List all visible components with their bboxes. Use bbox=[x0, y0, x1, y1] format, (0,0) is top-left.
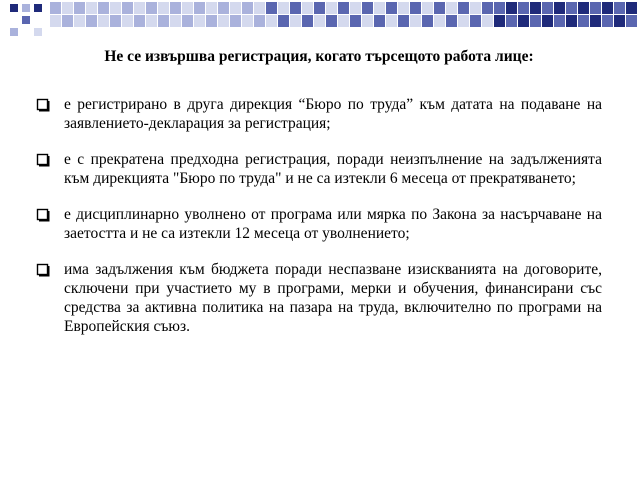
checker-square bbox=[230, 15, 241, 27]
checker-square bbox=[242, 2, 253, 14]
checker-square bbox=[494, 2, 505, 14]
checker-square bbox=[146, 2, 157, 14]
checker-square bbox=[578, 15, 589, 27]
checker-square bbox=[182, 2, 193, 14]
checker-square bbox=[50, 2, 61, 14]
checker-square bbox=[314, 15, 325, 27]
checker-square bbox=[518, 2, 529, 14]
checker-square bbox=[458, 2, 469, 14]
checker-square bbox=[158, 15, 169, 27]
checker-square bbox=[362, 15, 373, 27]
checker-square bbox=[434, 15, 445, 27]
checker-squares bbox=[10, 4, 42, 36]
checker-square bbox=[266, 2, 277, 14]
checker-square bbox=[218, 15, 229, 27]
checker-square bbox=[614, 15, 625, 27]
bullet-list bbox=[36, 95, 602, 353]
checker-square bbox=[542, 2, 553, 14]
checker-square bbox=[170, 15, 181, 27]
checker-square bbox=[338, 15, 349, 27]
checker-band bbox=[50, 2, 637, 27]
checker-square bbox=[602, 2, 613, 14]
checker-square bbox=[374, 2, 385, 14]
checker-square bbox=[194, 15, 205, 27]
checker-square bbox=[386, 2, 397, 14]
checker-square bbox=[518, 15, 529, 27]
checker-square bbox=[566, 2, 577, 14]
header-checker-decoration bbox=[0, 0, 638, 40]
checker-square bbox=[218, 2, 229, 14]
checker-square bbox=[254, 15, 265, 27]
checker-square bbox=[470, 2, 481, 14]
checker-square bbox=[86, 15, 97, 27]
checker-square bbox=[446, 15, 457, 27]
checker-square bbox=[326, 15, 337, 27]
checker-square bbox=[446, 2, 457, 14]
checker-square bbox=[182, 15, 193, 27]
checker-square bbox=[62, 15, 73, 27]
checker-square bbox=[566, 15, 577, 27]
checker-square bbox=[50, 15, 61, 27]
bullet-text: е дисциплинарно уволнено от програма или мярка по Закона за насърчаване на заетостта и не са изтекли 12 месеца от уволнението; bbox=[64, 206, 602, 242]
checker-square bbox=[626, 2, 637, 14]
checker-square bbox=[422, 2, 433, 14]
checker-square bbox=[458, 15, 469, 27]
checker-square bbox=[350, 15, 361, 27]
checker-square bbox=[170, 2, 181, 14]
checker-square bbox=[98, 15, 109, 27]
checker-square bbox=[470, 15, 481, 27]
checker-square bbox=[122, 15, 133, 27]
square-outline-bullet-icon bbox=[36, 98, 50, 112]
checker-square bbox=[422, 15, 433, 27]
checker-square bbox=[110, 15, 121, 27]
checker-square bbox=[302, 15, 313, 27]
checker-square bbox=[290, 15, 301, 27]
checker-square bbox=[578, 2, 589, 14]
checker-square bbox=[134, 15, 145, 27]
checker-square bbox=[254, 2, 265, 14]
bullet-text: има задължения към бюджета поради неспазване изискванията на договорите, сключени при участието му в програми, мерки и обучения, финансирани със средства за активна политика на пазара на труда, включително по програми на Европейския съюз. bbox=[64, 261, 602, 335]
checker-square bbox=[206, 2, 217, 14]
checker-square bbox=[206, 15, 217, 27]
checker-square bbox=[194, 2, 205, 14]
checker-square bbox=[362, 2, 373, 14]
checker-square bbox=[158, 2, 169, 14]
square-outline-bullet-icon bbox=[36, 208, 50, 222]
checker-square bbox=[434, 2, 445, 14]
checker-square bbox=[506, 15, 517, 27]
checker-square bbox=[530, 2, 541, 14]
checker-square bbox=[314, 2, 325, 14]
checker-square bbox=[386, 15, 397, 27]
checker-square bbox=[302, 2, 313, 14]
checker-square bbox=[98, 2, 109, 14]
checker-square bbox=[410, 2, 421, 14]
checker-square bbox=[242, 15, 253, 27]
checker-square bbox=[146, 15, 157, 27]
checker-square bbox=[542, 15, 553, 27]
checker-square bbox=[230, 2, 241, 14]
checker-square bbox=[506, 2, 517, 14]
checker-square bbox=[74, 2, 85, 14]
bullet-item bbox=[36, 205, 602, 243]
checker-square bbox=[590, 15, 601, 27]
checker-square bbox=[482, 2, 493, 14]
checker-square bbox=[554, 15, 565, 27]
checker-square bbox=[122, 2, 133, 14]
checker-square bbox=[530, 15, 541, 27]
checker-square bbox=[494, 15, 505, 27]
checker-square bbox=[278, 15, 289, 27]
checker-square bbox=[74, 15, 85, 27]
checker-square bbox=[410, 15, 421, 27]
checker-square bbox=[374, 15, 385, 27]
bullet-item bbox=[36, 260, 602, 336]
bullet-text: е регистрирано в друга дирекция “Бюро по труда” към датата на подаване на заявлението-декларация за регистрация; bbox=[64, 96, 602, 132]
checker-square bbox=[134, 2, 145, 14]
checker-square bbox=[278, 2, 289, 14]
checker-square bbox=[62, 2, 73, 14]
square-outline-bullet-icon bbox=[36, 263, 50, 277]
square-outline-bullet-icon bbox=[36, 153, 50, 167]
checker-square bbox=[482, 15, 493, 27]
bullet-item bbox=[36, 95, 602, 133]
bullet-item bbox=[36, 150, 602, 188]
checker-square bbox=[398, 15, 409, 27]
checker-square bbox=[326, 2, 337, 14]
checker-square bbox=[626, 15, 637, 27]
slide-title: Не се извършва регистрация, когато търсещото работа лице: bbox=[104, 48, 534, 65]
checker-square bbox=[398, 2, 409, 14]
checker-square bbox=[338, 2, 349, 14]
checker-square bbox=[590, 2, 601, 14]
checker-square bbox=[554, 2, 565, 14]
checker-square bbox=[290, 2, 301, 14]
bullet-text: е с прекратена предходна регистрация, поради неизпълнение на задълженията към дирекцията "Бюро по труда" и не са изтекли 6 месеца от прекратяването; bbox=[64, 151, 602, 187]
checker-square bbox=[86, 2, 97, 14]
checker-square bbox=[266, 15, 277, 27]
checker-square bbox=[350, 2, 361, 14]
checker-square bbox=[614, 2, 625, 14]
checker-square bbox=[110, 2, 121, 14]
checker-square bbox=[602, 15, 613, 27]
